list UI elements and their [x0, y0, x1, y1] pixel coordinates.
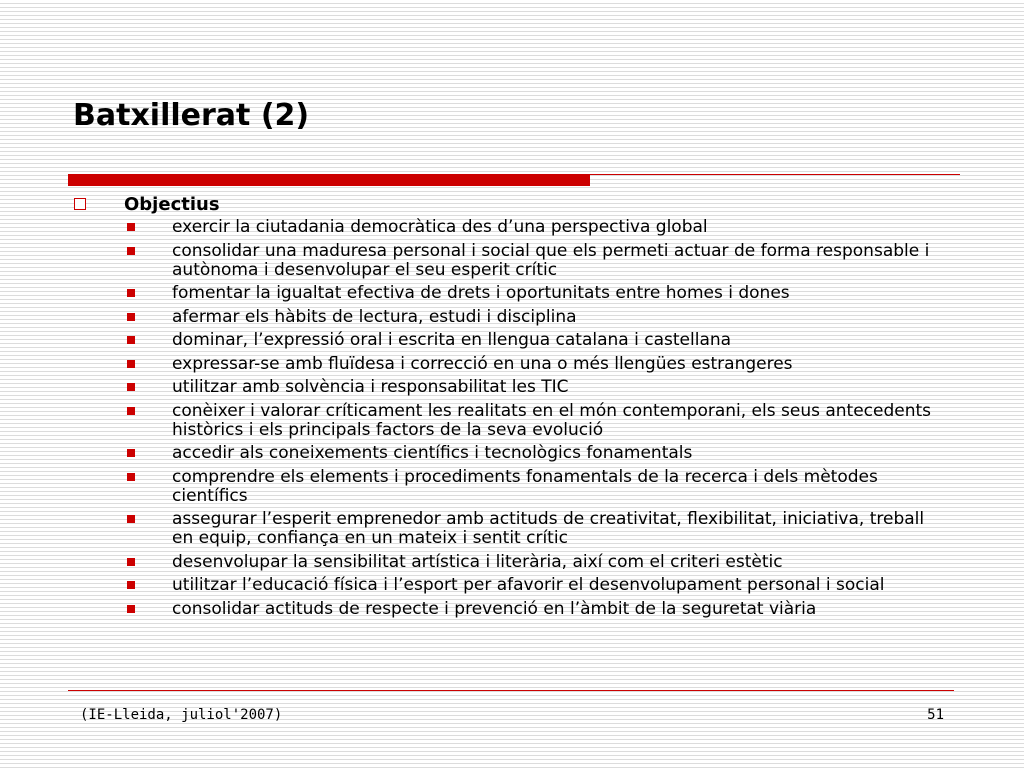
- square-bullet-icon: [127, 313, 135, 321]
- square-bullet-icon: [127, 558, 135, 566]
- list-item: [74, 576, 964, 595]
- list-item: [74, 600, 964, 619]
- objectives-list: [74, 218, 964, 619]
- slide-title: Batxillerat (2): [73, 98, 310, 133]
- title-rule-thin-line: [590, 174, 960, 175]
- square-bullet-icon: [127, 581, 135, 589]
- list-item-text: expressar-se amb fluïdesa i correcció en una o més llengües estrangeres: [172, 353, 793, 374]
- list-item-text: consolidar una maduresa personal i social que els permeti actuar de forma responsable i autònoma i desenvolupar el seu esperit crític: [172, 240, 930, 280]
- list-item: [74, 468, 964, 506]
- list-item-text: comprendre els elements i procediments fonamentals de la recerca i dels mètodes científics: [172, 466, 878, 506]
- square-bullet-icon: [127, 515, 135, 523]
- objectives-heading: Objectius: [124, 194, 220, 215]
- list-item: [74, 242, 964, 280]
- list-item-text: utilitzar amb solvència i responsabilitat les TIC: [172, 377, 569, 397]
- list-item: [74, 308, 964, 327]
- hollow-square-bullet-icon: [74, 198, 86, 210]
- list-item-text: exercir la ciutadania democràtica des d’una perspectiva global: [172, 217, 708, 237]
- square-bullet-icon: [127, 605, 135, 613]
- list-item-text: consolidar actituds de respecte i prevenció en l’àmbit de la seguretat viària: [172, 598, 817, 619]
- objectives-heading-row: [74, 194, 964, 216]
- list-item: [74, 355, 964, 374]
- square-bullet-icon: [127, 223, 135, 231]
- square-bullet-icon: [127, 289, 135, 297]
- square-bullet-icon: [127, 473, 135, 481]
- list-item-text: utilitzar l’educació física i l’esport per afavorir el desenvolupament personal i social: [172, 575, 885, 595]
- list-item-text: dominar, l’expressió oral i escrita en llengua catalana i castellana: [172, 330, 732, 350]
- square-bullet-icon: [127, 247, 135, 255]
- list-item: [74, 510, 964, 548]
- list-item: [74, 553, 964, 572]
- title-rule-red-bar: [68, 174, 590, 186]
- list-item: [74, 284, 964, 303]
- footer-source: (IE-Lleida, juliol'2007): [80, 707, 283, 723]
- square-bullet-icon: [127, 449, 135, 457]
- square-bullet-icon: [127, 407, 135, 415]
- list-item: [74, 218, 964, 237]
- slide-number: 51: [927, 707, 944, 723]
- square-bullet-icon: [127, 360, 135, 368]
- footer-rule: [68, 690, 954, 691]
- list-item-text: assegurar l’esperit emprenedor amb actituds de creativitat, flexibilitat, iniciativa, treball en equip, confiança en un mateix i sentit crític: [172, 509, 925, 548]
- list-item-text: desenvolupar la sensibilitat artística i literària, així com el criteri estètic: [172, 551, 783, 572]
- slide-content: [74, 194, 964, 623]
- list-item: [74, 378, 964, 397]
- square-bullet-icon: [127, 336, 135, 344]
- list-item-text: conèixer i valorar críticament les realitats en el món contemporani, els seus antecedents històrics i els principals factors de la seva evolució: [172, 400, 932, 440]
- list-item: [74, 402, 964, 440]
- list-item: [74, 331, 964, 350]
- square-bullet-icon: [127, 383, 135, 391]
- list-item: [74, 444, 964, 463]
- list-item-text: accedir als coneixements científics i tecnològics fonamentals: [172, 443, 693, 463]
- title-rule: [68, 174, 960, 188]
- list-item-text: afermar els hàbits de lectura, estudi i disciplina: [172, 306, 577, 327]
- list-item-text: fomentar la igualtat efectiva de drets i oportunitats entre homes i dones: [172, 283, 790, 303]
